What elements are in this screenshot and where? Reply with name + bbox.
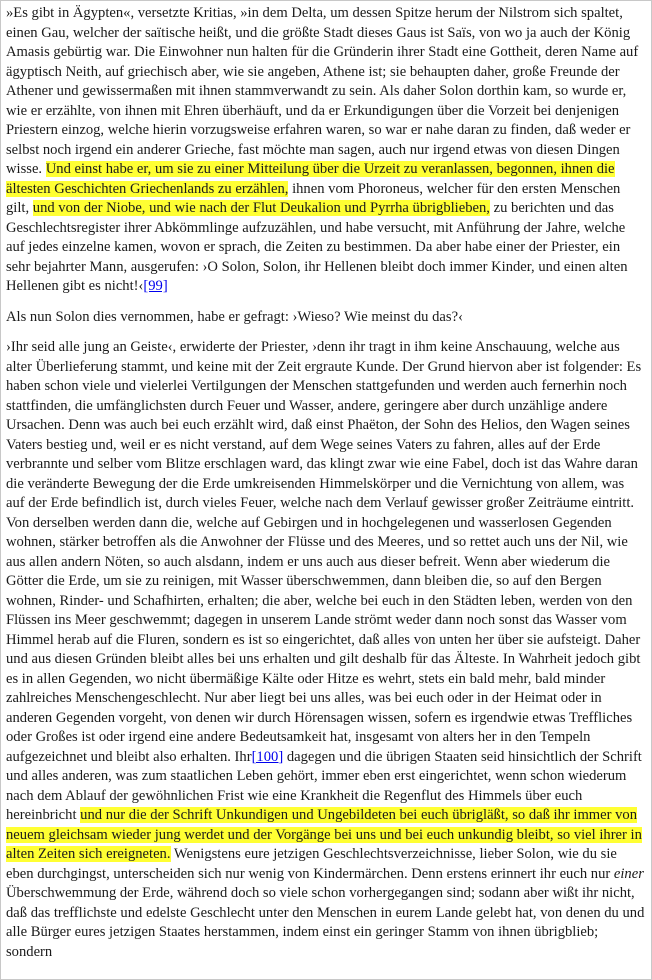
footnote-link[interactable]: [100] bbox=[251, 748, 284, 765]
text-run: »Es gibt in Ägypten«, versetzte Kritias, »in dem Delta, um dessen Spitze herum der Nilstrom sich spaltet, einen Gau, welcher der saïtische heißt, und die größte Stadt dieses Gaus ist Saïs, von wo ja auch der König Amasis gebürtig war. Die Einwohner nun halten für die Gründerin ihrer Stadt eine Gottheit, deren Name auf ägyptisch Neith, auf griechisch aber, wie sie angeben, Athene ist; sie behaupten daher, große Freunde der Athener und gewissermaßen mit ihnen stammverwandt zu sein. Als daher Solon dorthin kam, so wurde er, wie er erzählte, von ihnen mit Ehren überhäuft, und da er Erkundigungen über die Vorzeit bei denjenigen Priestern einzog, welche hierin vorzugsweise erfahren waren, so war er nahe daran zu finden, daß weder er selbst noch irgend ein anderer Grieche, fast möchte man sagen, auch nur irgend etwas von diesen Dingen wisse. bbox=[6, 5, 639, 177]
document-text bbox=[6, 4, 646, 962]
text-run: Wenigstens eure jetzigen Geschlechtsverzeichnisse, lieber Solon, wie du sie eben durchgingst, unterscheiden sich nur wenig von Kindermärchen. Denn erstens erinnert ihr euch nur bbox=[6, 846, 617, 882]
highlighted-passage: und nur die der Schrift Unkundigen und Ungebildeten bei euch übrigläßt, so daß ihr immer von neuem gleichsam wieder jung werdet und der Vorgänge bei uns und bei euch unkundig bleibt, so viel ihrer in alten Zeiten sich ereigneten. bbox=[6, 807, 642, 862]
text-run: ihnen vom Phoroneus, welcher für den ersten Menschen gilt, bbox=[6, 180, 621, 216]
text-run: ›Ihr seid alle jung an Geiste‹, erwiderte der Priester, ›denn ihr tragt in ihm keine Anschauung, welche aus alter Überlieferung stammt, und keine mit der Zeit ergraute Kunde. Der Grund hiervon aber ist folgender: Es haben schon viele und vielerlei Vertilgungen der Menschen stattgefunden und werden auch fernerhin noch stattfinden, die umfänglichsten durch Feuer und Wasser, andere, geringere aber durch unzählige andere Ursachen. Denn was auch bei euch erzählt wird, daß einst Phaëton, der Sohn des Helios, den Wagen seines Vaters bestieg und, weil er es nicht verstand, auf dem Wege seines Vaters zu fahren, alles auf der Erde verbrannte und selber vom Blitze erschlagen ward, das klingt zwar wie eine Fabel, doch ist das Wahre daran die veränderte Bewegung der die Erde umkreisenden Himmelskörper und die Vernichtung von allem, was auf der Erde befindlich ist, durch vieles Feuer, welche nach dem Verlauf gewisser großer Zeiträume eintritt. Von derselben werden dann die, welche auf Gebirgen und in hochgelegenen und wasserlosen Gegenden wohnen, stärker betroffen als die Anwohner der Flüsse und des Meeres, und so rettet auch uns der Nil, wie aus allen andern Nöten, so auch alsdann, indem er uns auch aus dieser befreit. Wenn aber wiederum die Götter die Erde, um sie zu reinigen, mit Wasser überschwemmen, dann bleiben die, so auf den Bergen wohnen, Rinder- und Schafhirten, erhalten; die aber, welche bei euch in den Städten leben, werden von den Flüssen ins Meer geschwemmt; dagegen in unserem Lande strömt weder dann noch sonst das Wasser vom Himmel herab auf die Fluren, sondern es ist so eingerichtet, daß alles von unten her über sie aufsteigt. Daher und aus diesen Gründen bleibt alles bei uns erhalten und gilt deshalb für das Älteste. In Wahrheit jedoch gibt es in allen Gegenden, wo nicht übermäßige Kälte oder Hitze es wehrt, stets ein bald mehr, bald minder zahlreiches Menschengeschlecht. Nur aber liegt bei uns alles, was bei euch oder in der Heimat oder in anderen Gegenden vorgeht, von denen wir durch Hörensagen wissen, sofern es irgendwie etwas Treffliches oder Großes ist oder irgend eine andere Bedeutsamkeit hat, insgesamt von alters her in den Tempeln aufgezeichnet und bleibt also erhalten. Ihr bbox=[6, 339, 642, 765]
text-run: dagegen und die übrigen Staaten seid hinsichtlich der Schrift und alles anderen, was zum staatlichen Leben gehört, immer eben erst eingerichtet, wenn schon wiederum nach dem Ablauf der gewöhnlichen Frist wie eine Krankheit die Regenflut des Himmels über euch hereinbricht bbox=[6, 748, 642, 823]
text-run: Überschwemmung der Erde, während doch so viele schon vorhergegangen sind; sodann aber wißt ihr nicht, daß das trefflichste und edelste Geschlecht unter den Menschen in eurem Lande gelebt hat, von denen du und alle Bürger eures jetzigen Staates herstammen, indem einst ein geringer Stamm von ihnen übrigblieb; sondern bbox=[6, 885, 645, 960]
text-run: Als nun Solon dies vernommen, habe er gefragt: ›Wieso? Wie meinst du das?‹ bbox=[6, 308, 463, 325]
emphasis-text: einer bbox=[613, 865, 644, 882]
highlighted-passage: Und einst habe er, um sie zu einer Mitteilung über die Urzeit zu veranlassen, begonnen, ihnen die ältesten Geschichten Griechenlands zu erzählen, bbox=[6, 161, 615, 197]
footnote-link[interactable]: [99] bbox=[143, 278, 168, 294]
paragraph bbox=[6, 4, 646, 297]
paragraph bbox=[6, 338, 646, 962]
text-run: zu berichten und das Geschlechtsregister ihrer Abkömmlinge aufzuzählen, und habe versucht, mit Anführung der Jahre, welche auf jedes einzelne kamen, wovon er sprach, die Zeiten zu bestimmen. Da aber habe einer der Priester, ein sehr bejahrter Mann, ausgerufen: ›O Solon, Solon, ihr Hellenen bleibt doch immer Kinder, und einen alten Hellenen gibt es nicht!‹ bbox=[6, 200, 628, 294]
highlighted-passage: und von der Niobe, und wie nach der Flut Deukalion und Pyrrha übrigblieben, bbox=[32, 200, 490, 216]
paragraph bbox=[6, 308, 646, 328]
